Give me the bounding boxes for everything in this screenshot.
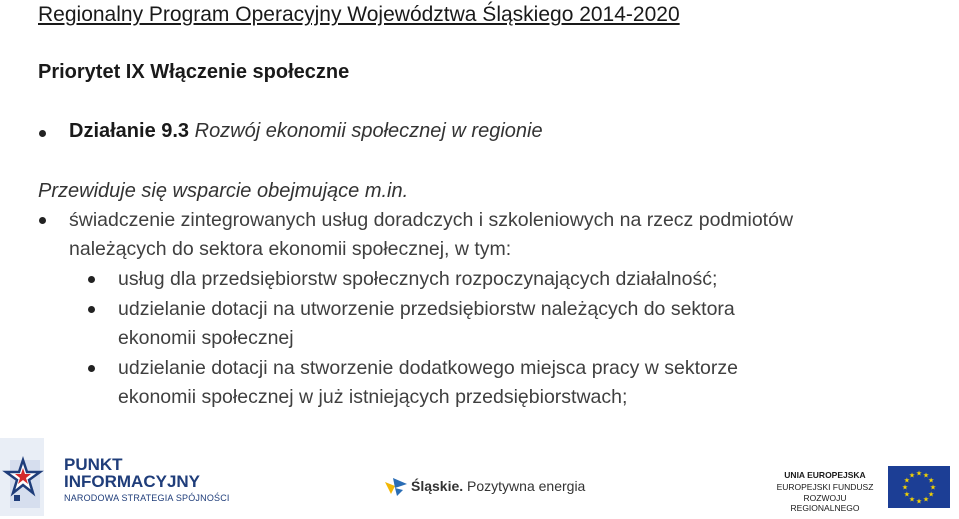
priority-heading: Priorytet IX Włączenie społeczne bbox=[38, 61, 350, 83]
slaskie-tagline: Pozytywna energia bbox=[463, 478, 586, 494]
eu-star-icon: ★ bbox=[915, 470, 923, 478]
action-label: Działanie 9.3 bbox=[69, 120, 190, 142]
bullet-dot bbox=[39, 130, 46, 137]
page-header: Regionalny Program Operacyjny Województwa Śląskiego 2014-2020 bbox=[38, 3, 680, 26]
eu-line3: ROZWOJU REGIONALNEGO bbox=[790, 493, 860, 513]
eu-star-icon: ★ bbox=[927, 491, 935, 499]
eu-star-icon: ★ bbox=[922, 496, 930, 504]
eu-star-icon: ★ bbox=[922, 472, 930, 480]
sub-bullet-3-line2: ekonomii społecznej w już istniejących przedsiębiorstwach; bbox=[118, 386, 628, 408]
sub-bullet-2-line2: ekonomii społecznej bbox=[118, 327, 294, 349]
slaskie-logo bbox=[385, 476, 585, 500]
punkt-line3: NARODOWA STRATEGIA SPÓJNOŚCI bbox=[64, 493, 230, 503]
punkt-line2: INFORMACYJNY bbox=[64, 472, 201, 491]
eu-line2: EUROPEJSKI FUNDUSZ bbox=[776, 482, 874, 492]
punkt-informacyjny-logo bbox=[0, 436, 230, 516]
eu-star-icon: ★ bbox=[908, 472, 916, 480]
sub-bullet-dot bbox=[88, 276, 95, 283]
action-text: Rozwój ekonomii społecznej w regionie bbox=[189, 120, 543, 142]
sub-bullet-dot bbox=[88, 365, 95, 372]
slaskie-name: Śląskie. bbox=[411, 478, 464, 494]
eu-star-icon: ★ bbox=[903, 477, 911, 485]
eu-flag-icon bbox=[888, 466, 950, 508]
eu-star-icon: ★ bbox=[927, 477, 935, 485]
slaskie-text bbox=[411, 478, 585, 494]
bullet-dot bbox=[39, 217, 46, 224]
sub-bullet-1: usług dla przedsiębiorstw społecznych rozpoczynających działalność; bbox=[118, 268, 718, 290]
eu-star-icon: ★ bbox=[915, 498, 923, 506]
sub-bullet-dot bbox=[88, 306, 95, 313]
main-bullet-line2: należących do sektora ekonomii społecznej, w tym: bbox=[69, 238, 512, 260]
sub-bullet-2-line1: udzielanie dotacji na utworzenie przedsiębiorstw należących do sektora bbox=[118, 298, 735, 320]
eu-star-icon: ★ bbox=[908, 496, 916, 504]
eu-star-icon: ★ bbox=[901, 484, 909, 492]
action-item bbox=[69, 120, 543, 143]
eu-star-icon: ★ bbox=[929, 484, 937, 492]
eu-line1: UNIA EUROPEJSKA bbox=[784, 470, 866, 480]
nss-star-icon bbox=[0, 438, 58, 516]
intro-text: Przewiduje się wsparcie obejmujące m.in. bbox=[38, 180, 409, 202]
punkt-line1: PUNKT bbox=[64, 455, 123, 474]
main-bullet-line1: świadczenie zintegrowanych usług doradczych i szkoleniowych na rzecz podmiotów bbox=[69, 209, 794, 231]
slaskie-bird-icon bbox=[385, 476, 407, 496]
eu-star-icon: ★ bbox=[903, 491, 911, 499]
eu-logo bbox=[770, 466, 955, 513]
sub-bullet-3-line1: udzielanie dotacji na stworzenie dodatkowego miejsca pracy w sektorze bbox=[118, 357, 738, 379]
